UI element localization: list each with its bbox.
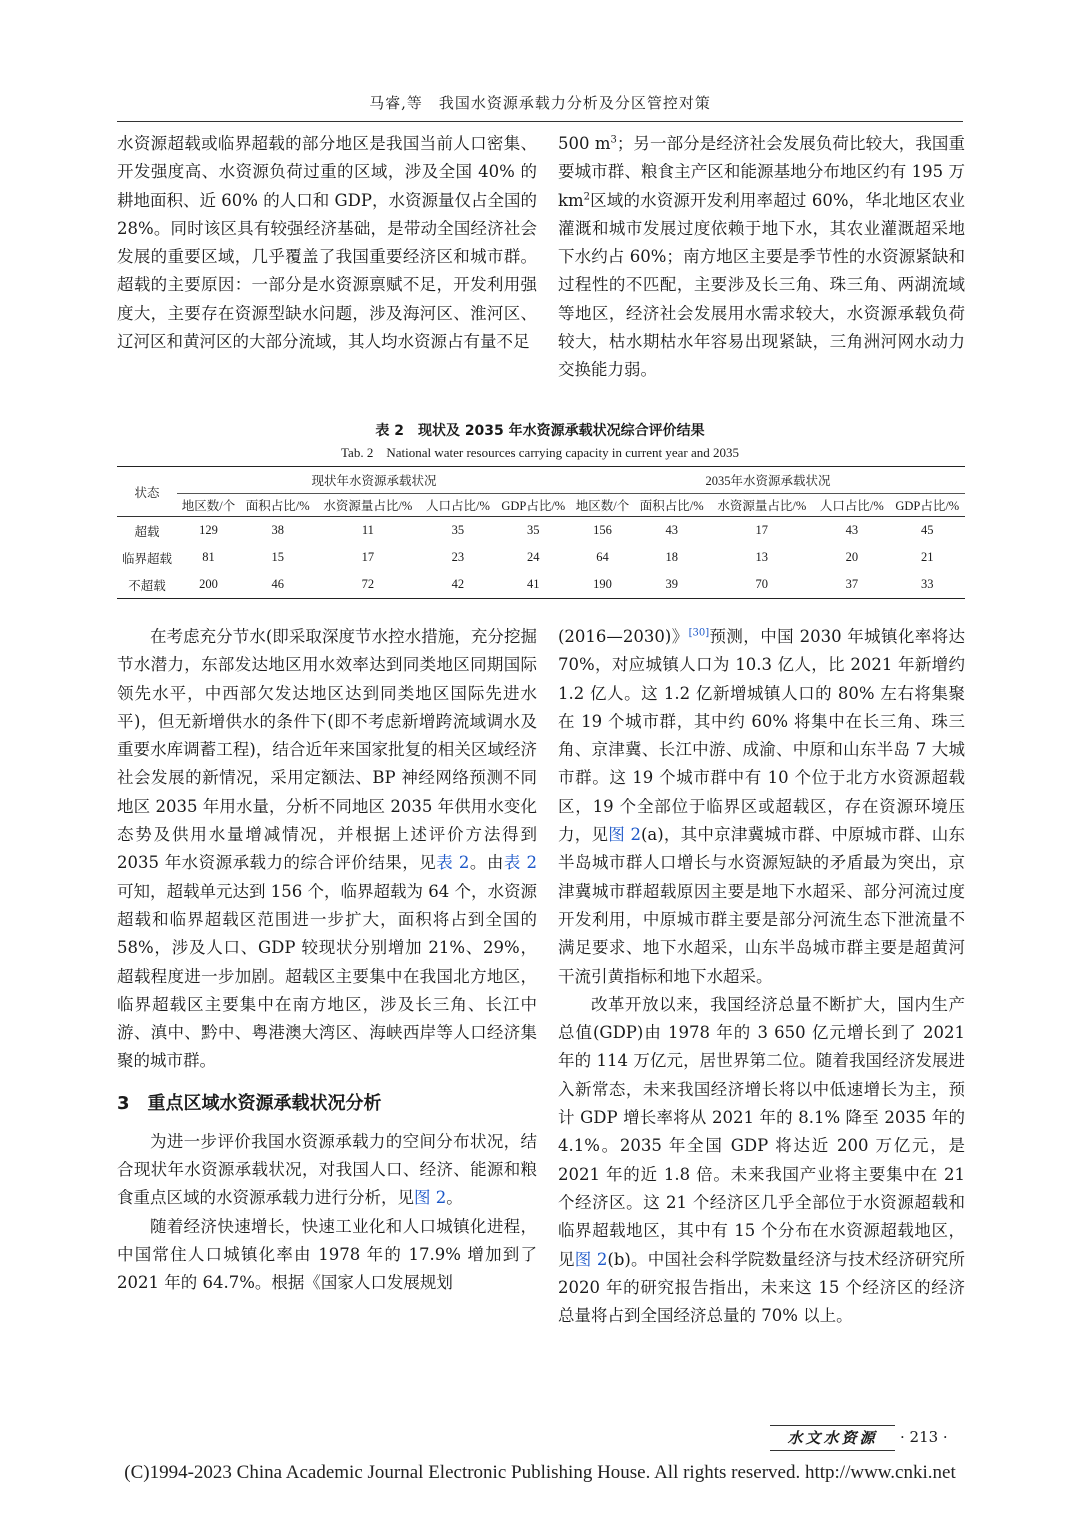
page-number: · 213 · — [900, 1428, 948, 1446]
table-cell: 11 — [361, 523, 374, 537]
table-cell: 41 — [527, 577, 540, 591]
table-row — [117, 571, 965, 599]
paragraph: 在考虑充分节水(即采取深度节水控水措施，充分挖掘节水潜力，东部发达地区用水效率达到同类地区同期国际领先水平，中西部欠发达地区达到同类地区国际先进水平)，但无新增供水的条件下(即不考虑新增跨流域调水及重要水库调蓄工程)，结合近年来国家批复的相关区域经济社会发展的新情况，采用定额法、BP 神经网络预测不同地区 2035 年用水量，分析不同地区 2035 年供用水变化态势及供用水量增减情况，并根据上述评价方法得到 2035 年水资源承载力的综合评价结果，见表 2。由表 2 可知，超载单元达到 156 个，临界超载为 64 个，水资源超载和临界超载区范围进一步扩大，面积将占到全国的 58%，涉及人口、GDP 较现状分别增加 21%、29%，超载程度进一步加剧。超载区主要集中在我国北方地区，临界超载区主要集中在南方地区，涉及长三角、长江中游、滇中、黔中、粤港澳大湾区、海峡西岸等人口经济集聚的城市群。 — [117, 627, 537, 1071]
table-cell: 38 — [271, 523, 284, 537]
header-rule — [117, 121, 963, 122]
table-cell: 200 — [199, 577, 218, 591]
figure-ref-link[interactable]: 图 2 — [414, 1188, 447, 1208]
column-header: 地区数/个 — [177, 494, 240, 517]
group-2035-header: 2035年水资源承载状况 — [571, 467, 965, 494]
column-header: 水资源量占比/% — [315, 494, 420, 517]
table-cell: 46 — [271, 577, 284, 591]
paragraph: (2016—2030)》[30]预测，中国 2030 年城镇化率将达 70%，对应城镇人口为 10.3 亿人，比 2021 年新增约 1.2 亿人。这 1.2 亿新增城镇人口的 80% 左右将集聚在 19 个城市群，其中约 60% 将集中在长三角、珠三角、京津冀、长江中游、成渝、中原和山东半岛 7 大城市群。这 19 个城市群中有 10 个位于北方水资源超载区，19 个全部位于临界区或超载区，存在资源环境压力，见图 2(a)，其中京津冀城市群、中原城市群、山东半岛城市群人口增长与水资源短缺的矛盾最为突出，京津冀城市群超载原因主要是地下水超采、部分河流过度开发利用，中原城市群主要是部分河流生态下泄流量不满足要求、地下水超采，山东半岛城市群主要是超黄河干流引黄指标和地下水超采。 — [558, 627, 966, 986]
table-cell: 81 — [202, 550, 215, 564]
table-cell: 43 — [845, 523, 859, 537]
section-heading: 3 重点区域水资源承载状况分析 — [117, 1092, 382, 1114]
paragraph: 随着经济快速增长，快速工业化和人口城镇化进程，中国常住人口城镇化率由 1978 年的 17.9% 增加到了 2021 年的 64.7%。根据《国家人口发展规划 — [117, 1216, 537, 1293]
paragraph: 500 $m^3$；另一部分是经济社会发展负荷比较大，我国重要城市群、粮食主产区和能源基地分布地区约有 195 万 $km^2$区域的水资源开发利用率超过 60%，华北地区农业灌溉和城市发展过度依赖于地下水，其农业灌溉超采地下水约占 60%；南方地区主要是季节性的水资源紧缺和过程性的不匹配，主要涉及长三角、珠三角、两湖流域等地区，经济社会发展用水需求较大，水资源承载负荷较大，枯水期枯水年容易出现紧缺，三角洲河网水动力交换能力弱。 — [558, 134, 965, 380]
table-cell: 33 — [921, 577, 934, 591]
table-cell: 72 — [361, 577, 375, 591]
table-ref-link[interactable]: 表 2 — [503, 853, 537, 873]
journal-name: 水文水资源 — [770, 1425, 895, 1451]
right-column-top — [558, 130, 965, 385]
paragraph: 改革开放以来，我国经济总量不断扩大，国内生产总值(GDP)由 1978 年的 3 650 亿元增长到了 2021 年的 114 万亿元，居世界第二位。随着我国经济发展进入新常态，未来我国经济增长将以中低速增长为主，预计 GDP 增长率将从 2021 年的 8.1% 降至 2035 年的 4.1%。2035 年全国 GDP 将达近 200 万亿元，是 2021 年的近 1.8 倍。未来我国产业将主要集中在 21 个经济区。这 21 个经济区几乎全部位于水资源超载和临界超载地区，其中有 15 个分布在水资源超载地区，见图 2(b)。中国社会科学院数量经济与技术经济研究所 2020 年的研究报告指出，未来这 15 个经济区的经济总量将占到全国经济总量的 70% 以上。 — [558, 994, 966, 1326]
copyright-line: (C)1994-2023 China Academic Journal Electronic Publishing House. All rights reserved. http://www.cnki.net — [124, 1462, 956, 1483]
table-cell: 17 — [361, 550, 375, 564]
paragraph: 水资源超载或临界超载的部分地区是我国当前人口密集、开发强度高、水资源负荷过重的区域，涉及全国 40% 的耕地面积、近 60% 的人口和 GDP，水资源量仅占全国的 28%。同时该区具有较强经济基础，是带动全国经济社会发展的重要区域，几乎覆盖了我国重要经济区和城市群。超载的主要原因：一部分是水资源禀赋不足，开发利用强度大，主要存在资源型缺水问题，涉及海河区、淮河区、辽河区和黄河区的大部分流域，其人均水资源占有量不足 — [117, 134, 537, 352]
table-row — [117, 544, 965, 571]
state-header: 状态 — [117, 467, 177, 517]
column-header: 面积占比/% — [634, 494, 709, 517]
table-cell: 156 — [593, 523, 612, 537]
table-cell: 64 — [596, 550, 609, 564]
table-cell: 13 — [755, 550, 769, 564]
table-row — [117, 517, 965, 545]
table-cell: 190 — [593, 577, 612, 591]
column-header: 水资源量占比/% — [709, 494, 814, 517]
table-cell: 23 — [451, 550, 465, 564]
column-header: 地区数/个 — [571, 494, 634, 517]
column-header: 面积占比/% — [240, 494, 315, 517]
running-head: 马睿,等 我国水资源承载力分析及分区管控对策 — [369, 94, 711, 112]
state-cell: 临界超载 — [121, 551, 172, 566]
left-column-bottom — [117, 623, 537, 1298]
table-cell: 21 — [921, 550, 934, 564]
table-cell: 45 — [921, 523, 934, 537]
column-header: 人口占比/% — [814, 494, 889, 517]
paragraph: 为进一步评价我国水资源承载力的空间分布状况，结合现状年水资源承载状况，对我国人口、经济、能源和粮食重点区域的水资源承载力进行分析，见图 2。 — [117, 1131, 537, 1208]
table-cell: 18 — [665, 550, 678, 564]
column-header: 人口占比/% — [420, 494, 495, 517]
table-cell: 17 — [755, 523, 769, 537]
group-current-header: 现状年水资源承载状况 — [177, 467, 571, 494]
table-cell: 42 — [451, 577, 465, 591]
table-cell: 20 — [845, 550, 859, 564]
table-cell: 15 — [271, 550, 284, 564]
column-header: GDP占比/% — [496, 494, 571, 517]
state-cell: 超载 — [134, 524, 160, 539]
table-cell: 39 — [665, 577, 678, 591]
table-cell: 37 — [845, 577, 859, 591]
table-cell: 35 — [527, 523, 540, 537]
table-cell: 70 — [755, 577, 769, 591]
table-caption-en: Tab. 2 National water resources carrying capacity in current year and 2035 — [341, 445, 739, 460]
citation-link[interactable]: [30] — [688, 627, 710, 639]
evaluation-table — [117, 466, 965, 599]
table-cell: 43 — [665, 523, 678, 537]
figure-ref-link[interactable]: 图 2 — [574, 1249, 608, 1269]
state-cell: 不超载 — [128, 578, 166, 593]
table-cell: 35 — [451, 523, 465, 537]
figure-ref-link[interactable]: 图 2 — [608, 825, 641, 845]
table-caption-cn: 表 2 现状及 2035 年水资源承载状况综合评价结果 — [375, 423, 705, 439]
table-cell: 129 — [199, 523, 218, 537]
table-ref-link[interactable]: 表 2 — [436, 853, 470, 873]
column-header: GDP占比/% — [890, 494, 965, 517]
left-column-top — [117, 130, 537, 356]
right-column-bottom — [558, 623, 965, 1330]
table-cell: 24 — [527, 550, 540, 564]
